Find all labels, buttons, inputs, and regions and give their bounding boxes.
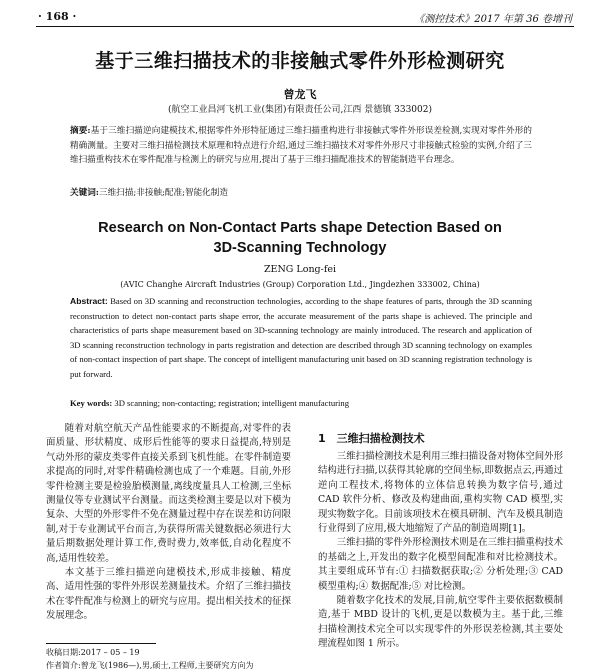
body-right-paragraph-1: 三维扫描检测技术是利用三维扫描设备对物体空间外形结构进行扫描,以获得其轮廓的空间坐标,即数据点云,再通过逆向工程技术,将物体的立体信息转换为数字信号,通过 CAD 软件分析、修改及构建曲面,重构实物 CAD 模型,实现实物数字化。目前该项技术在模具研制、汽车及模具制造行业得到了应用,极大地缩短了产品的制造周期[1]。	[318, 451, 563, 535]
abstract-cn-label: 摘要:	[70, 126, 91, 136]
footnote-rule	[46, 643, 156, 644]
keywords-cn-text: 三维扫描;非接触;配准;智能化制造	[98, 188, 228, 198]
section-heading: 1 三维扫描检测技术	[318, 432, 425, 445]
abstract-cn	[70, 124, 532, 168]
keywords-cn	[70, 186, 532, 200]
affiliation-en: (AVIC Changhe Aircraft Industries (Group) Corporation Ltd., Jingdezhen 333002, China)	[120, 280, 480, 289]
affiliation-cn: (航空工业昌河飞机工业(集团)有限责任公司,江西 景德镇 333002)	[168, 105, 432, 115]
body-right-paragraph-3: 随着数字化技术的发展,目前,航空零件主要依据数模制造,基于 MBD 设计的飞机,更是以数模为主。基于此,三维扫描检测技术完全可以实现零件的外形误差检测,其主要处理流程如图 1 所示。	[318, 595, 563, 650]
body-left-column	[46, 422, 291, 624]
keywords-cn-label: 关键词:	[70, 188, 99, 198]
page-number: · 168 ·	[38, 10, 77, 23]
author-en: ZENG Long-fei	[263, 264, 337, 275]
author-cn: 曾龙飞	[283, 88, 317, 101]
title-cn: 基于三维扫描技术的非接触式零件外形检测研究	[95, 50, 505, 72]
abstract-en-label: Abstract:	[70, 296, 108, 306]
footnote-received: 收稿日期:2017 – 05 – 19	[46, 648, 140, 657]
keywords-en	[70, 398, 532, 408]
title-en	[0, 218, 600, 258]
abstract-en	[70, 294, 532, 382]
footnote-author-intro: 作者简介:曾龙飞(1986—),男,硕士,工程师,主要研究方向为	[46, 661, 254, 670]
title-en-line2: 3D-Scanning Technology	[213, 240, 387, 256]
header-rule	[36, 26, 574, 27]
body-left-paragraph-1: 随着对航空航天产品性能要求的不断提高,对零件的表面质量、形状精度、成形后性能等的要求日益提高,特别是气动外形的蒙皮类零件直接关系到飞机性能。在零件制造要求提高的同时,对零件精确检测也成了一个难题。目前,外形零件检测主要是检验胎模测量,离线度量具人工检测,三坐标测量仪等专业测试平台测量。而这类检测主要是以对下模为复杂、大型的外形零件不免在测量过程中存在误差和访问限制,对于专业测试平台而言,为获得所需关键数据必须进行大量后期数据处理计算工作,费时费力,效率低,自动化程度不高,适用性较差。	[46, 423, 291, 564]
abstract-en-text: Based on 3D scanning and reconstruction technologies, according to the shape features of parts, through the 3D scanning reconstruction to detect non-contact parts shape error, the accurate measurement of the parts shape is achieved. The principle and characteristics of parts shape measurement based on 3D-scanning technology are mainly introduced. The research and application of 3D scanning reconstruction technology in parts registration and detection are described through 3D scanning technology on examples of non-contact inspection of part shape. The concept of intelligent manufacturing unit based on 3D scanning registration technology is put forward.	[70, 296, 532, 379]
title-en-line1: Research on Non-Contact Parts shape Detection Based on	[98, 220, 502, 236]
body-right-paragraph-2: 三维扫描的零件外形检测技术则是在三维扫描重构技术的基础之上,开发出的数字化模型间配准和对比检测技术。其主要组成环节有:① 扫描数据获取;② 分析处理;③ CAD 模型重构;④ 数据配准;⑤ 对比检测。	[318, 537, 563, 592]
body-right-column	[318, 450, 563, 652]
keywords-en-label: Key words:	[70, 398, 113, 408]
body-left-paragraph-2: 本文基于三维扫描逆向建模技术,形成非接触、精度高、适用性强的零件外形误差测量技术。介绍了三维扫描技术在零件配准与检测上的研究与应用。提出相关技术的征探发展理念。	[46, 567, 291, 622]
abstract-cn-text: 基于三维扫描逆向建模技术,根据零件外形特征通过三维扫描重构进行非接触式零件外形误差检测,实现对零件外形的精确测量。主要对三维扫描检测技术原理和特点进行介绍,通过三维扫描技术对零件外形尺寸非接触式检验的实例,介绍了三维扫描重构技术在零件配准与检测上的研究与应用,提出了基于三维扫描配准技术的智能制造平台理念。	[70, 126, 532, 166]
journal-header: 《测控技术》2017 年第 36 卷增刊	[414, 14, 572, 25]
keywords-en-text: 3D scanning; non-contacting; registration; intelligent manufacturing	[114, 398, 350, 408]
